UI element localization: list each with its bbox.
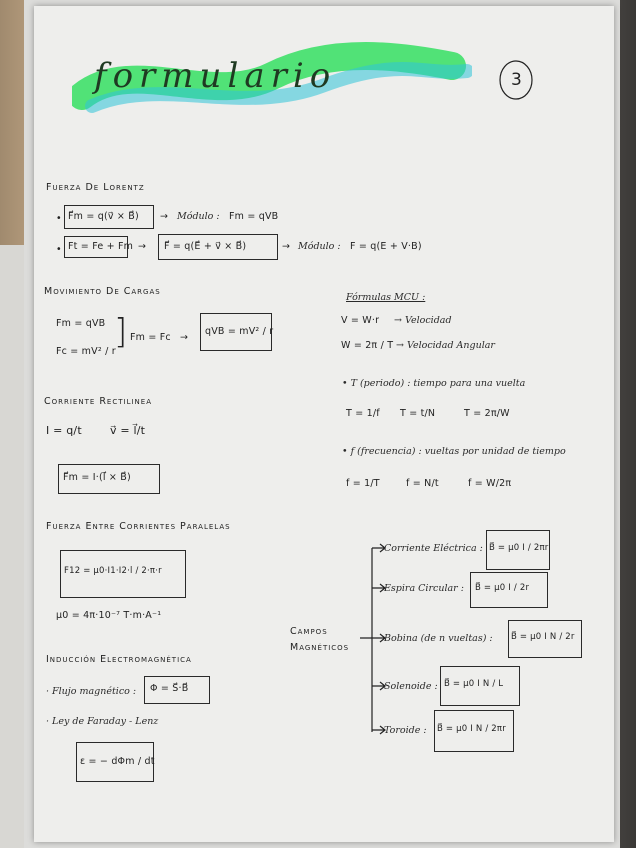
lorentz-f1: F⃗m = q(v⃗ × B⃗): [68, 211, 139, 222]
lorentz-mod2-label: Módulo :: [298, 241, 341, 252]
mcu-f2: f = N/t: [406, 478, 439, 489]
mcu-f3: f = W/2π: [468, 478, 512, 489]
cargas-heading: Movimiento De Cargas: [44, 286, 161, 297]
page-number: 3: [511, 70, 522, 90]
rectilinea-i: I = q/t: [46, 424, 82, 437]
campo-formula-corriente: B⃗ = μ0 I / 2πr: [489, 543, 549, 553]
mcu-heading: Fórmulas MCU :: [346, 292, 426, 303]
campo-label-espira: Espira Circular :: [384, 583, 464, 594]
rectilinea-v: v⃗ = l⃗/t: [110, 424, 146, 437]
campo-label-bobina: Bobina (de n vueltas) :: [384, 633, 493, 644]
arrow: →: [160, 211, 169, 222]
induccion-ley-label: · Ley de Faraday - Lenz: [46, 716, 159, 727]
mcu-w: W = 2π / T: [341, 340, 394, 351]
cargas-fc: Fc = mV² / r: [56, 346, 116, 357]
lorentz-f3: F⃗ = q(E⃗ + v⃗ × B⃗): [164, 241, 247, 252]
campo-formula-espira: B⃗ = μ0 I / 2r: [475, 583, 530, 593]
page-title: formulario: [94, 56, 337, 96]
campo-label-corriente: Corriente Eléctrica :: [384, 543, 483, 554]
bracket: ]: [114, 312, 128, 352]
lorentz-mod1: Fm = qVB: [229, 211, 279, 222]
mcu-v: V = W·r: [341, 315, 380, 326]
induccion-flujo: Φ = S⃗·B⃗: [150, 683, 189, 694]
formula-sheet: [34, 6, 614, 842]
mcu-f1: f = 1/T: [346, 478, 380, 489]
lorentz-heading: Fuerza De Lorentz: [46, 182, 145, 193]
lorentz-mod2: F = q(E + V·B): [350, 241, 422, 252]
rectilinea-fm: F⃗m = I·(l⃗ × B⃗): [63, 472, 131, 483]
mcu-t1: T = 1/f: [346, 408, 380, 419]
cargas-eq: Fm = Fc: [130, 332, 171, 343]
induccion-flujo-label: · Flujo magnético :: [46, 686, 137, 697]
campo-formula-solenoide: B⃗ = μ0 I N / L: [444, 679, 504, 689]
arrow: →: [282, 241, 291, 252]
mcu-w-label: → Velocidad Angular: [396, 340, 495, 351]
campo-formula-toroide: B⃗ = μ0 I N / 2πr: [437, 724, 506, 734]
mcu-f-def: • f (frecuencia) : vueltas por unidad de tiempo: [342, 446, 566, 457]
arrow: →: [138, 241, 147, 252]
mcu-t-def: • T (periodo) : tiempo para una vuelta: [342, 378, 526, 389]
arrow: →: [180, 332, 189, 343]
lorentz-f2: Ft = Fe + Fm: [68, 241, 134, 252]
mcu-t2: T = t/N: [400, 408, 436, 419]
campos-heading: Campos Magnéticos: [290, 626, 350, 653]
induccion-heading: Inducción Electromagnética: [46, 654, 192, 665]
mcu-t3: T = 2π/W: [464, 408, 510, 419]
rectilinea-heading: Corriente Rectilinea: [44, 396, 152, 407]
lorentz-mod1-label: Módulo :: [177, 211, 220, 222]
paralelas-mu: μ0 = 4π·10⁻⁷ T·m·A⁻¹: [56, 610, 162, 621]
paralelas-f12: F12 = μ0·I1·I2·l / 2·π·r: [64, 566, 162, 576]
mcu-v-label: → Velocidad: [394, 315, 452, 326]
cargas-result: qVB = mV² / r: [205, 326, 274, 337]
campo-label-solenoide: Solenoide :: [384, 681, 438, 692]
bullet: •: [56, 244, 62, 255]
cargas-fm: Fm = qVB: [56, 318, 106, 329]
campo-label-toroide: Toroide :: [384, 725, 427, 736]
paralelas-heading: Fuerza Entre Corrientes Paralelas: [46, 521, 231, 532]
campo-formula-bobina: B⃗ = μ0 I N / 2r: [511, 632, 575, 642]
induccion-fem: ε = − dΦm / dt: [80, 756, 155, 767]
bullet: •: [56, 213, 62, 224]
